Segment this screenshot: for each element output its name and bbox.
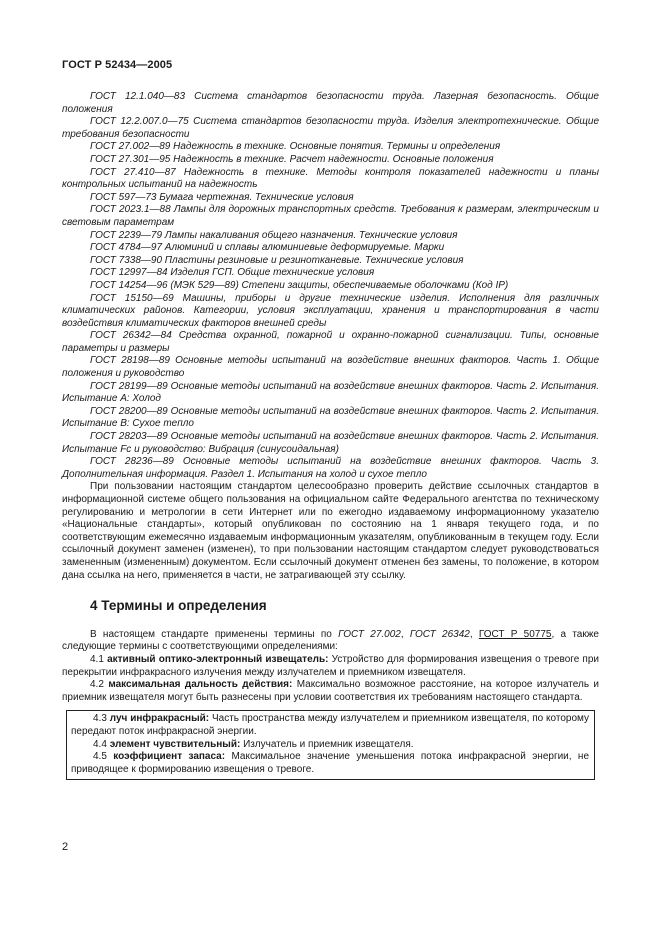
note-paragraph: При пользовании настоящим стандартом целесообразно проверить действие ссылочных стандартов в информационной системе общего пользования на официальном сайте Федерального агентства по техническому регулированию и метрологии в сети Интернет или по ежегодно издаваемому информационному указателю «Национальные стандарты», который опубликован по состоянию на 1 января текущего года, и по соответствующим ежемесячно издаваемым информационным указателям, опубликованным в текущем году. Если ссылочный документ заменен (изменен), то при пользовании настоящим стандартом следует руководствоваться замененным (измененным) документом. Если ссылочный документ отменен без замены, то положение, в котором дана ссылка на него, применяется в части, не затрагивающей эту ссылку. bbox=[62, 481, 599, 581]
reference-item: ГОСТ 597—73 Бумага чертежная. Технические условия bbox=[90, 191, 354, 203]
term-text: Максимально возможное расстояние, на которое излучатель и приемник извещателя могут быть разнесены при условии соответствия их требованиям настоящего стандарта. bbox=[62, 679, 600, 703]
term-number: 4.1 bbox=[90, 653, 104, 665]
amended-terms-box bbox=[66, 710, 595, 780]
term-text: Излучатель и приемник извещателя. bbox=[243, 738, 414, 750]
page-content bbox=[62, 91, 599, 780]
reference-item: ГОСТ 4784—97 Алюминий и сплавы алюминиевые деформируемые. Марки bbox=[90, 242, 445, 254]
reference-item: ГОСТ 14254—96 (МЭК 529—89) Степени защиты, обеспечиваемые оболочками (Код IP) bbox=[90, 279, 509, 291]
intro-text: В настоящем стандарте применены термины по bbox=[90, 628, 339, 640]
references-list bbox=[62, 91, 599, 481]
reference-item: ГОСТ 28236—89 Основные методы испытаний на воздействие внешних факторов. Часть 3. Дополнительная информация. Раздел 1. Испытания на холод и сухое тепло bbox=[62, 456, 599, 480]
reference-item: ГОСТ 12.2.007.0—75 Система стандартов безопасности труда. Изделия электротехнические. Общие требования безопасности bbox=[62, 116, 599, 140]
term-number: 4.4 bbox=[93, 738, 107, 750]
reference-item: ГОСТ 28199—89 Основные методы испытаний на воздействие внешних факторов. Часть 2. Испытания. Испытание А: Холод bbox=[62, 380, 599, 405]
section-intro bbox=[62, 629, 599, 654]
intro-ref: ГОСТ 26342 bbox=[409, 628, 470, 640]
reference-item: ГОСТ 12.1.040—83 Система стандартов безопасности труда. Лазерная безопасность. Общие положения bbox=[62, 91, 599, 115]
reference-item: ГОСТ 7338—90 Пластины резиновые и резинотканевые. Технические условия bbox=[90, 254, 464, 266]
term-definition bbox=[71, 713, 589, 738]
reference-item: ГОСТ 2239—79 Лампы накаливания общего назначения. Технические условия bbox=[90, 229, 458, 241]
term-definition bbox=[62, 654, 599, 679]
intro-text: , bbox=[469, 628, 479, 640]
term-definition bbox=[62, 679, 599, 704]
reference-item: ГОСТ 28200—89 Основные методы испытаний на воздействие внешних факторов. Часть 2. Испытания. Испытание В: Сухое тепло bbox=[62, 405, 599, 430]
intro-ref-link[interactable]: ГОСТ Р 50775 bbox=[478, 628, 552, 640]
reference-item: ГОСТ 26342—84 Средства охранной, пожарной и охранно-пожарной сигнализации. Типы, основные параметры и размеры bbox=[62, 330, 599, 354]
term-name: луч инфракрасный: bbox=[109, 713, 210, 725]
term-number: 4.2 bbox=[90, 679, 104, 691]
term-text: Часть пространства между излучателем и приемником извещателя, по которому передают поток инфракрасной энергии. bbox=[71, 713, 589, 737]
section-title: 4 Термины и определения bbox=[90, 598, 267, 614]
term-name: максимальная дальность действия: bbox=[108, 679, 293, 691]
reference-item: ГОСТ 28198—89 Основные методы испытаний на воздействие внешних факторов. Часть 1. Общие положения и руководство bbox=[62, 355, 599, 380]
term-text: Максимальное значение уменьшения потока инфракрасной энергии, не приводящее к формированию извещения о тревоге. bbox=[71, 751, 590, 775]
terms-list bbox=[62, 654, 599, 704]
reference-item: ГОСТ 12997—84 Изделия ГСП. Общие технические условия bbox=[90, 267, 375, 279]
term-name: коэффициент запаса: bbox=[113, 751, 226, 763]
term-name: активный оптико-электронный извещатель: bbox=[107, 653, 329, 665]
term-definition bbox=[71, 751, 589, 776]
reference-item: ГОСТ 27.410—87 Надежность в технике. Методы контроля показателей надежности и планы контрольных испытаний на надежность bbox=[62, 166, 599, 191]
intro-text: , bbox=[400, 628, 410, 640]
reference-item: ГОСТ 27.301—95 Надежность в технике. Расчет надежности. Основные положения bbox=[90, 153, 494, 165]
term-number: 4.5 bbox=[93, 751, 107, 763]
reference-item: ГОСТ 28203—89 Основные методы испытаний на воздействие внешних факторов. Часть 2. Испытания. Испытание Fc и руководство: Вибрация (синусоидальная) bbox=[62, 431, 599, 455]
term-definition bbox=[71, 739, 589, 752]
term-name: элемент чувствительный: bbox=[109, 738, 241, 750]
intro-text: , а также следующие термины с соответствующими определениями: bbox=[62, 628, 599, 653]
reference-item: ГОСТ 27.002—89 Надежность в технике. Основные понятия. Термины и определения bbox=[90, 141, 501, 153]
intro-ref: ГОСТ 27.002 bbox=[338, 628, 401, 640]
document-header: ГОСТ Р 52434—2005 bbox=[62, 59, 173, 71]
page-number: 2 bbox=[62, 841, 69, 853]
term-number: 4.3 bbox=[93, 713, 107, 725]
term-text: Устройство для формирования извещения о тревоге при перекрытии инфракрасного излучения между излучателем и приемником извещателя. bbox=[62, 653, 599, 678]
reference-item: ГОСТ 15150—69 Машины, приборы и другие технические изделия. Исполнения для различных климатических районов. Категории, условия эксплуатации, хранения и транспортирования в части воздействия климатических факторов внешней среды bbox=[62, 292, 599, 329]
reference-item: ГОСТ 2023.1—88 Лампы для дорожных транспортных средств. Требования к размерам, электрическим и световым параметрам bbox=[62, 204, 599, 228]
